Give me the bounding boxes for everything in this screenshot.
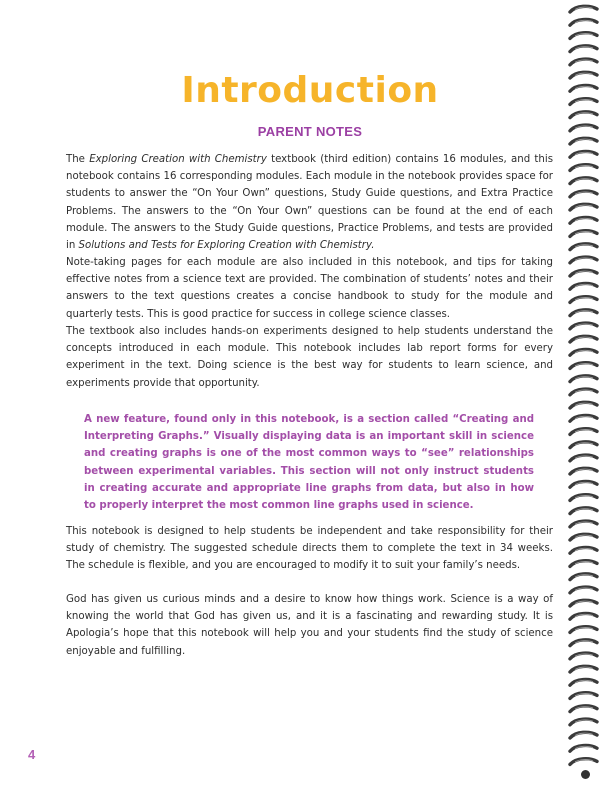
- highlight-new-feature: A new feature, found only in this notebook, is a section called “Creating and Interpreting Graphs.” Visually displaying data is an important skill in science and creating graphs is one of the most common ways to “see” relationships between experimental variables. This section will not only instruct students in creating accurate and appropriate line graphs from data, but also in how to properly interpret the most common line graphs used in science.: [84, 414, 534, 512]
- binding-hole-icon: [581, 770, 590, 779]
- spiral-binding-icon: [566, 0, 600, 789]
- textbook-title: Exploring Creation with Chemistry: [89, 154, 267, 165]
- page-number: 4: [28, 747, 36, 762]
- paragraph-closing: God has given us curious minds and a desire to know how things work. Science is a way of knowing the world that God has given us, and it is a fascinating and rewarding study. It is Apologia’s hope that this notebook will help you and your students find the study of science enjoyable and fulfilling.: [66, 594, 553, 657]
- section-subtitle: PARENT NOTES: [257, 124, 363, 139]
- paragraph-experiments: The textbook also includes hands-on experiments designed to help students understand the concepts introduced in each module. This notebook includes lab report forms for every experiment in the text. Doing science is the best way for students to learn science, and experiments provide that opportunity.: [66, 326, 553, 389]
- solutions-book-title: Solutions and Tests for Exploring Creation with Chemistry.: [78, 240, 375, 252]
- paragraph-textbook-text-1: The: [66, 154, 90, 165]
- paragraph-independence: This notebook is designed to help students be independent and take responsibility for their study of chemistry. The suggested schedule directs them to complete the text in 34 weeks. The schedule is flexible, and you are encouraged to modify it to suit your family’s needs.: [66, 526, 553, 572]
- page-title: Introduction: [181, 70, 439, 111]
- paragraph-textbook-text-2: textbook (third edition) contains 16 modules, and this notebook contains 16 corresponding modules. Each module in the notebook provides space for students to answer the “On Your Own” questions, Study Guide questions, and Extra Practice Problems. The answers to the “On Your Own” questions can be found at the end of each module. The answers to the Study Guide questions, Practice Problems, and tests are provided in: [66, 154, 553, 252]
- paragraph-textbook: [66, 151, 553, 254]
- paragraph-note-taking: Note-taking pages for each module are also included in this notebook, and tips for taking effective notes from a science text are provided. The combination of students’ notes and their answers to the text questions creates a concise handbook to study for the module and quarterly tests. This is good practice for success in college science classes.: [66, 257, 553, 320]
